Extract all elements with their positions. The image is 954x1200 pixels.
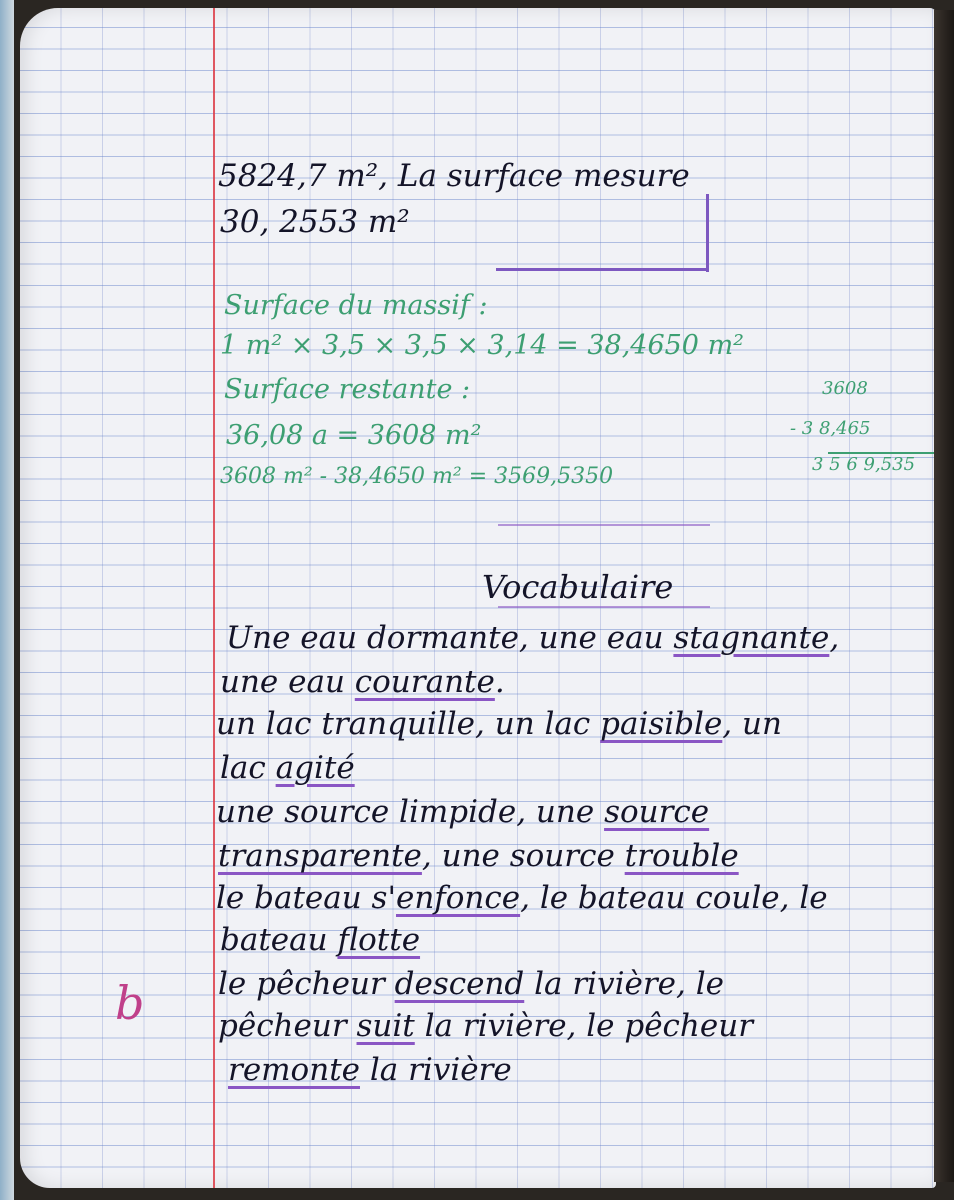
notebook-spine: [934, 10, 954, 1182]
vocab-text: , une source: [421, 838, 625, 874]
vocab-line-8: [220, 922, 420, 958]
vocab-text: une source limpide, une: [216, 794, 605, 830]
vocab-text: la rivière: [360, 1052, 512, 1088]
green-line-1: Surface du massif :: [224, 290, 488, 321]
vocab-line-1: [226, 620, 839, 656]
vocab-line-2: [220, 664, 505, 700]
vocab-text: le pêcheur: [218, 966, 395, 1002]
vocab-line-10: [218, 1008, 753, 1044]
vocab-line-3: [216, 706, 782, 742]
vocab-text: le bateau s': [216, 880, 396, 916]
vocab-underlined-word: paisible: [600, 706, 723, 742]
vocab-underlined-word: transparente: [218, 838, 422, 874]
vocab-underlined-word: trouble: [624, 838, 739, 874]
vocab-underlined-word: stagnante: [673, 620, 830, 656]
vocab-text: , le bateau coule, le: [520, 880, 828, 916]
vocab-line-4: [220, 750, 355, 786]
answer-box-side: [706, 194, 709, 272]
vocab-text: Une eau dormante, une eau: [226, 620, 674, 656]
green-line-3: Surface restante :: [224, 374, 471, 405]
vocab-underlined-word: source: [604, 794, 710, 830]
title-rule-top: [498, 524, 710, 526]
vocab-line-6: [218, 838, 739, 874]
vocab-text: une eau: [220, 664, 355, 700]
vocab-underlined-word: courante: [354, 664, 495, 700]
side-calc-top: 3608: [822, 378, 868, 399]
vocab-underlined-word: agité: [275, 750, 355, 786]
vocab-text: lac: [220, 750, 276, 786]
vocab-title: Vocabulaire: [482, 568, 674, 606]
teacher-margin-mark: b: [115, 976, 145, 1030]
side-calc-minus: - 3 8,465: [790, 418, 871, 439]
green-line-4: 36,08 a = 3608 m²: [226, 420, 482, 451]
calc-line-1: 5824,7 m², La surface mesure: [218, 158, 690, 194]
vocab-text: .: [494, 664, 505, 700]
calc-line-2: 30, 2553 m²: [220, 204, 410, 240]
title-rule-bottom: [498, 606, 710, 608]
vocab-underlined-word: remonte: [228, 1052, 360, 1088]
vocab-line-7: [216, 880, 828, 916]
vocab-line-9: [218, 966, 724, 1002]
notebook-page: [20, 8, 936, 1188]
answer-box-bottom: [496, 268, 708, 271]
vocab-text: la rivière, le: [524, 966, 724, 1002]
vocab-text: pêcheur: [218, 1008, 357, 1044]
vocab-underlined-word: descend: [394, 966, 525, 1002]
vocab-text: un lac tranquille, un lac: [216, 706, 601, 742]
vocab-text: , un: [722, 706, 782, 742]
vocab-text: la rivière, le pêcheur: [414, 1008, 754, 1044]
vocab-underlined-word: flotte: [337, 922, 421, 958]
vocab-text: bateau: [220, 922, 338, 958]
vocab-underlined-word: suit: [356, 1008, 415, 1044]
green-line-5: 3608 m² - 38,4650 m² = 3569,5350: [220, 464, 614, 489]
side-calc-result: 3 5 6 9,535: [812, 454, 916, 475]
margin-line: [213, 8, 215, 1188]
vocab-line-11: [228, 1052, 512, 1088]
vocab-text: ,: [829, 620, 840, 656]
green-line-2: 1 m² × 3,5 × 3,5 × 3,14 = 38,4650 m²: [220, 330, 744, 361]
vocab-underlined-word: enfonce: [395, 880, 521, 916]
vocab-line-5: [216, 794, 709, 830]
